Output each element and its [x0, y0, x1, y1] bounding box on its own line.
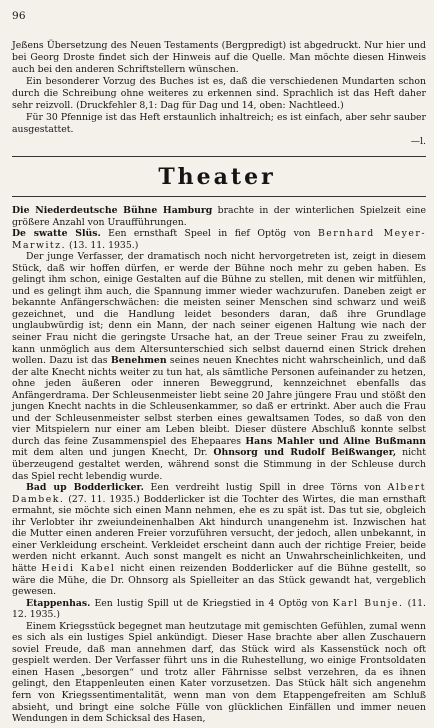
- emphasis: Benehmen: [110, 355, 167, 367]
- review-paragraph: Einem Kriegsstück begegnet man heutzutage mit gemischten Gefühlen, zumal wenn es sich als ein lustiges Spiel ankündigt. Dieser Hase brachte aber allen Zuschauern soviel Freude, daß man annehmen darf, das Stück wird als Kassenstück noch oft gespielt werden. Der Verfasser führt uns in die Ruhestellung, wo einige Frontsoldaten einen Hasen „besorgen“ und trotz aller Fährnisse selbst verzehren, da es ihnen gelingt, den Etappenleuten einen Kater vorzusetzen. Das Stück hält sich angenehm fern von Kriegssentimentalität, wenn man von dem Etappengefreiten am Schluß absieht, und bringt eine solche Fülle von glücklichen Einfällen und immer neuen Wendungen in dem Schicksal des Hasen,: [12, 620, 426, 725]
- play-title: Etappenhas.: [26, 597, 91, 609]
- paragraph: Für 30 Pfennige ist das Heft erstaunlich inhaltreich; es ist einfach, aber sehr sauber ausgestattet.: [12, 112, 426, 135]
- review-paragraph: [12, 251, 426, 482]
- review-text: nicht überzeugend gestaltet werden, während sonst die Stimmung in der Schleuse durch das Spiel recht lebendig wurde.: [12, 447, 426, 482]
- play-subtitle: Een ernsthaft Speel in fief Optög von: [100, 228, 318, 240]
- premiere-date: (27. 11. 1935.): [64, 493, 140, 505]
- paragraph: Ein besonderer Vorzug des Buches ist es, daß die verschiedenen Mundarten schon durch die Schreibung ohne weiteres zu erkennen sind. Sprachlich ist das Heft daher sehr reizvoll. (Druckfehler 8,1: Dag für Dag und 14, oben: Nachtleed.): [12, 76, 426, 111]
- play-title: De swatte Slüs.: [12, 228, 101, 240]
- review-text: Der junge Verfasser, der dramatisch noch nicht hervorgetreten ist, zeigt in diesem Stück, daß wir hoffen dürfen, er werde der Bühne noch mehr zu geben haben. Es gelingt ihm schon, einige Gestalten auf die Bühne zu stellen, mit denen wir mitfühlen, und es gelingt ihm auch, die Spannung immer wieder wachzurufen. Daneben zeigt er bekannte Anfängerschwächen: die meisten seiner Menschen sind schwarz und weiß gezeichnet, und die Handlung leidet besonders daran, daß ihre Grundlage unglaubwürdig ist; denn ein Mann, der nach seiner eigenen Haltung wie nach der seiner Frau nicht die geringste Ursache hat, an der Treue seiner Frau zu zweifeln, kann unmöglich aus dem Altersunterschied sich selbst dauernd einen Strick drehen wollen. Dazu ist das: [12, 251, 426, 367]
- actor-names: Hans Mahler und Aline Bußmann: [245, 435, 426, 447]
- play-author: Albert Dambek.: [12, 482, 426, 505]
- review-text: Bodderlicker ist die Tochter des Wirtes, die man ernsthaft ermahnt, sie möchte sich einen Mann nehmen, ehe es zu spät ist. Das tut sie, obgleich ihr Verlobter ihr zweiundeinenhalben Akt hindurch unangenehm ist. Inzwischen hat die Mutter einen anderen Freier vorzuführen versucht, der jedoch, allen unbekannt, in einer Verkleidung erscheint. Verkleidet erscheint dann auch der richtige Freier, beide werden nicht erkannt. Auch sonst mangelt es nicht an Unwahrscheinlichkeiten, und hätte: [12, 493, 426, 574]
- theater-name: Die Niederdeutsche Bühne Hamburg: [12, 205, 213, 216]
- premiere-date: (13. 11. 1935.): [66, 239, 139, 251]
- review-text: seines neuen Knechtes nicht wahrscheinlich, und daß der alte Knecht nichts weiter zu tun hat, als sämtliche Personen aufeinander zu hetzen, ohne jeden äußeren oder inneren Beweggrund, kennzeichnet ebenfalls das Anfängerdrama. Der Schleusenmeister liebt seine 20 Jahre jüngere Frau und stößt den jungen Knecht nachts in die Schleusenkammer, so daß er ertrinkt. Aber auch die Frau und der Schleusenmeister selbst sterben eines gewaltsamen Todes, so daß von den vier Mitspielern nur einer am Leben bleibt. Dieser düstere Abschluß konnte selbst durch das feine Zusammenspiel des Ehepaares: [12, 355, 426, 447]
- intro-text: brachte in der winterlichen Spielzeit eine größere Anzahl von Uraufführungen.: [12, 205, 426, 228]
- review-text: nicht einen reizenden Bodderlicker auf die Bühne gestellt, so wäre die Mühe, die Dr. Ohnsorg als Spielleiter an das Stück gewandt hat, vergeblich gewesen.: [12, 562, 426, 598]
- author-signature: —l.: [410, 136, 426, 147]
- play-author: Bernhard Meyer-Marwitz.: [12, 228, 426, 251]
- review-paragraph: [12, 482, 426, 597]
- divider-bottom: [12, 196, 426, 197]
- paragraph: Jeßens Übersetzung des Neuen Testaments (Bergpredigt) ist abgedruckt. Nur hier und bei Georg Droste findet sich der Hinweis auf die Quelle. Man möchte diesen Hinweis auch bei den anderen Schriftstellern wünschen.: [12, 40, 426, 75]
- book-review-end: [12, 40, 426, 148]
- intro-paragraph: [12, 205, 426, 228]
- page-number: 96: [12, 10, 26, 22]
- section-title: Theater: [158, 164, 276, 190]
- review-text: mit dem alten und jungen Knecht, Dr.: [12, 447, 214, 459]
- divider-top: [12, 156, 426, 157]
- actor-names: Ohnsorg und Rudolf Beißwanger,: [213, 447, 397, 459]
- play-subtitle: Een verdreiht lustig Spill in dree Törns von: [143, 482, 388, 494]
- play-author: Karl Bunje.: [332, 597, 404, 609]
- premiere-date: (11. 12. 1935.): [12, 597, 426, 621]
- review-paragraph: [12, 598, 426, 621]
- play-title: Bad up Bodderlicker.: [26, 482, 144, 494]
- actor-names: Heidi Kabel: [41, 562, 116, 574]
- play-subtitle: Een lustig Spill ut de Kriegstied in 4 Optög von: [90, 597, 333, 609]
- theater-section-body: [12, 205, 426, 725]
- review-heading: [12, 228, 426, 251]
